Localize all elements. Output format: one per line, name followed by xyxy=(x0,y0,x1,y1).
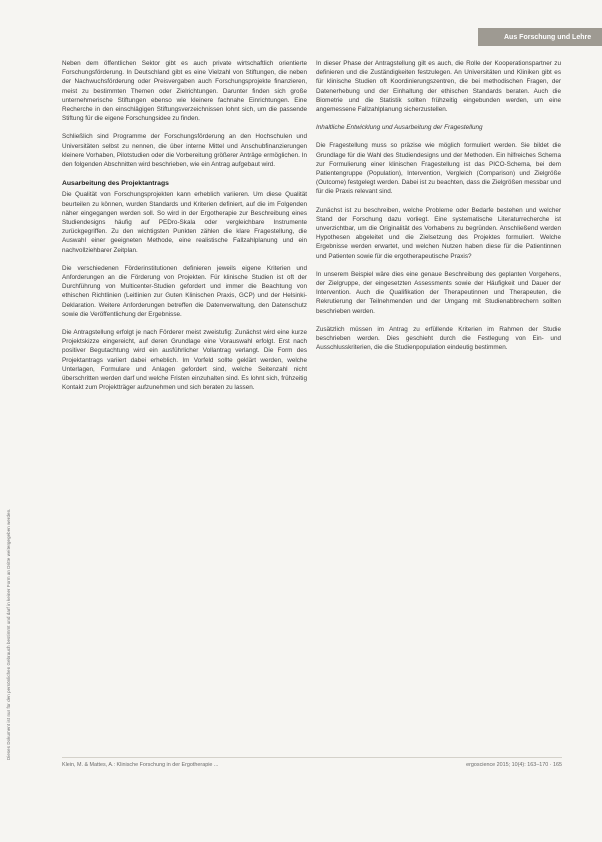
paragraph: In dieser Phase der Antragstellung gilt es auch, die Rolle der Kooperationspartner zu definieren und die Zuständigkeiten festzulegen. An Universitäten und Kliniken gibt es für klinische Studien oft Koordinierungszentren, die bei methodischen Fragen, der Datenerhebung und der Einhaltung der ethischen Standards beraten. Auch die Biometrie und die Statistik sollten frühzeitig eingebunden werden, um eine angemessene Fallzahlplanung sicherzustellen. xyxy=(316,60,561,114)
side-margin-note xyxy=(6,60,26,760)
paragraph: Neben dem öffentlichen Sektor gibt es auch private wirtschaftlich orientierte Forschungsförderung. In Deutschland gibt es eine Vielzahl von Stiftungen, die neben der Nachwuchsförderung oder Preisvergaben auch Forschungsprojekte finanzieren, meist zu bestimmten Themen oder Zielrichtungen. Darunter finden sich große unternehmerische Stiftungen ebenso wie kleinere fachnahe Einrichtungen. Eine Recherche in den einschlägigen Stiftungsverzeichnissen lohnt sich, um die passende Stiftung für die eigene Forschungsidee zu finden. xyxy=(62,60,307,123)
footer-rule xyxy=(62,757,562,758)
left-column xyxy=(62,59,307,754)
paragraph: Die verschiedenen Förderinstitutionen definieren jeweils eigene Kriterien und Anforderungen an die Förderung von Projekten. Für klinische Studien ist oft der Durchführung von Multicenter-Studien gefordert und immer die Beachtung von ethischen Richtlinien (Leitlinien zur Guten Klinischen Praxis, GCP) und der Helsinki-Deklaration. Weitere Anforderungen betreffen die Datenverwaltung, den Datenschutz sowie die Veröffentlichung der Ergebnisse. xyxy=(62,264,307,318)
paragraph: Die Antragstellung erfolgt je nach Förderer meist zweistufig: Zunächst wird eine kurze Projektskizze eingereicht, auf deren Grundlage eine Vorauswahl erfolgt. Erst nach positiver Begutachtung wird ein ausführlicher Vollantrag verlangt. Die Form des Projektantrags variiert dabei erheblich. Im Vorfeld sollte geklärt werden, welche Unterlagen, Formulare und Anlagen gefordert sind, welche Seitenzahl nicht überschritten werden darf und welche Fristen einzuhalten sind. Es lohnt sich, frühzeitig Kontakt zum Projektträger aufzunehmen und sich beraten zu lassen. xyxy=(62,329,307,392)
paragraph: Die Qualität von Forschungsprojekten kann erheblich variieren. Um diese Qualität beurteilen zu können, wurden Standards und Kriterien definiert, auf die im Folgenden näher eingegangen werden soll. So wird in der Ergotherapie zur Beschreibung eines Studiendesigns häufig auf PEDro-Skala oder vergleichbare Instrumente zurückgegriffen. Zu den wichtigsten Punkten zählen die klare Fragestellung, die Auswahl einer geeigneten Methode, eine realistische Fallzahlplanung und ein nachvollziehbarer Zeitplan. xyxy=(62,191,307,254)
paragraph: Die Fragestellung muss so präzise wie möglich formuliert werden. Sie bildet die Grundlage für die Wahl des Studiendesigns und der Methoden. Ein hilfreiches Schema zur Formulierung einer klinischen Fragestellung ist das PICO-Schema, bei dem Patientengruppe (Population), Intervention, Vergleich (Comparison) und Zielgröße (Outcome) festgelegt werden. Dabei ist zu beachten, dass die Zielgrößen messbar und für die Praxis relevant sind. xyxy=(316,142,561,196)
paragraph: Schließlich sind Programme der Forschungsförderung an den Hochschulen und Universitäten selbst zu nennen, die über interne Mittel und Anschubfinanzierungen kleinere Vorhaben, Pilotstudien oder die Vorbereitung größerer Anträge ermöglichen. In den folgenden Abschnitten wird beschrieben, wie ein Antrag aufgebaut wird. xyxy=(62,133,307,169)
paragraph: Zunächst ist zu beschreiben, welche Probleme oder Bedarfe bestehen und welcher Stand der Forschung dazu vorliegt. Eine systematische Literaturrecherche ist unverzichtbar, um die Originalität des Vorhabens zu begründen. Anschließend werden Hypothesen abgeleitet und die Zielsetzung des Projektes formuliert. Welche Ergebnisse werden erwartet, und welchen Nutzen haben diese für die Patientinnen und Patienten sowie für die ergotherapeutische Praxis? xyxy=(316,206,561,260)
footer-journal: ergoscience 2015; 10(4): 163–170 · 165 xyxy=(466,762,562,768)
section-header-tab xyxy=(478,28,602,46)
right-column xyxy=(316,59,561,754)
side-note-text: Dieses Dokument ist nur für den persönlichen Gebrauch bestimmt und darf in keiner Form an Dritte weitergegeben werden. xyxy=(6,508,11,760)
section-heading: Ausarbeitung des Projektantrags xyxy=(62,180,169,188)
paragraph: In unserem Beispiel wäre dies eine genaue Beschreibung des geplanten Vorgehens, der Zielgruppe, der eingesetzten Assessments sowie der Häufigkeit und Dauer der Intervention. Auch die Qualifikation der Therapeutinnen und Therapeuten, die Rekrutierung der Teilnehmenden und der Umgang mit Studienabbrechern sollten beschrieben werden. xyxy=(316,270,561,315)
italic-heading: Inhaltliche Entwicklung und Ausarbeitung der Fragestellung xyxy=(316,124,483,132)
subheading-paragraph xyxy=(316,123,561,132)
section-label: Aus Forschung und Lehre xyxy=(504,33,592,41)
page-footer xyxy=(62,762,562,772)
footer-citation: Klein, M. & Mattes, A.: Klinische Forschung in der Ergotherapie ... xyxy=(62,762,219,768)
paragraph: Zusätzlich müssen im Antrag zu erfüllende Kriterien im Rahmen der Studie beschrieben werden. Dies geschieht durch die Festlegung von Ein- und Ausschlusskriterien, die die Studienpopulation eindeutig bestimmen. xyxy=(316,325,561,352)
